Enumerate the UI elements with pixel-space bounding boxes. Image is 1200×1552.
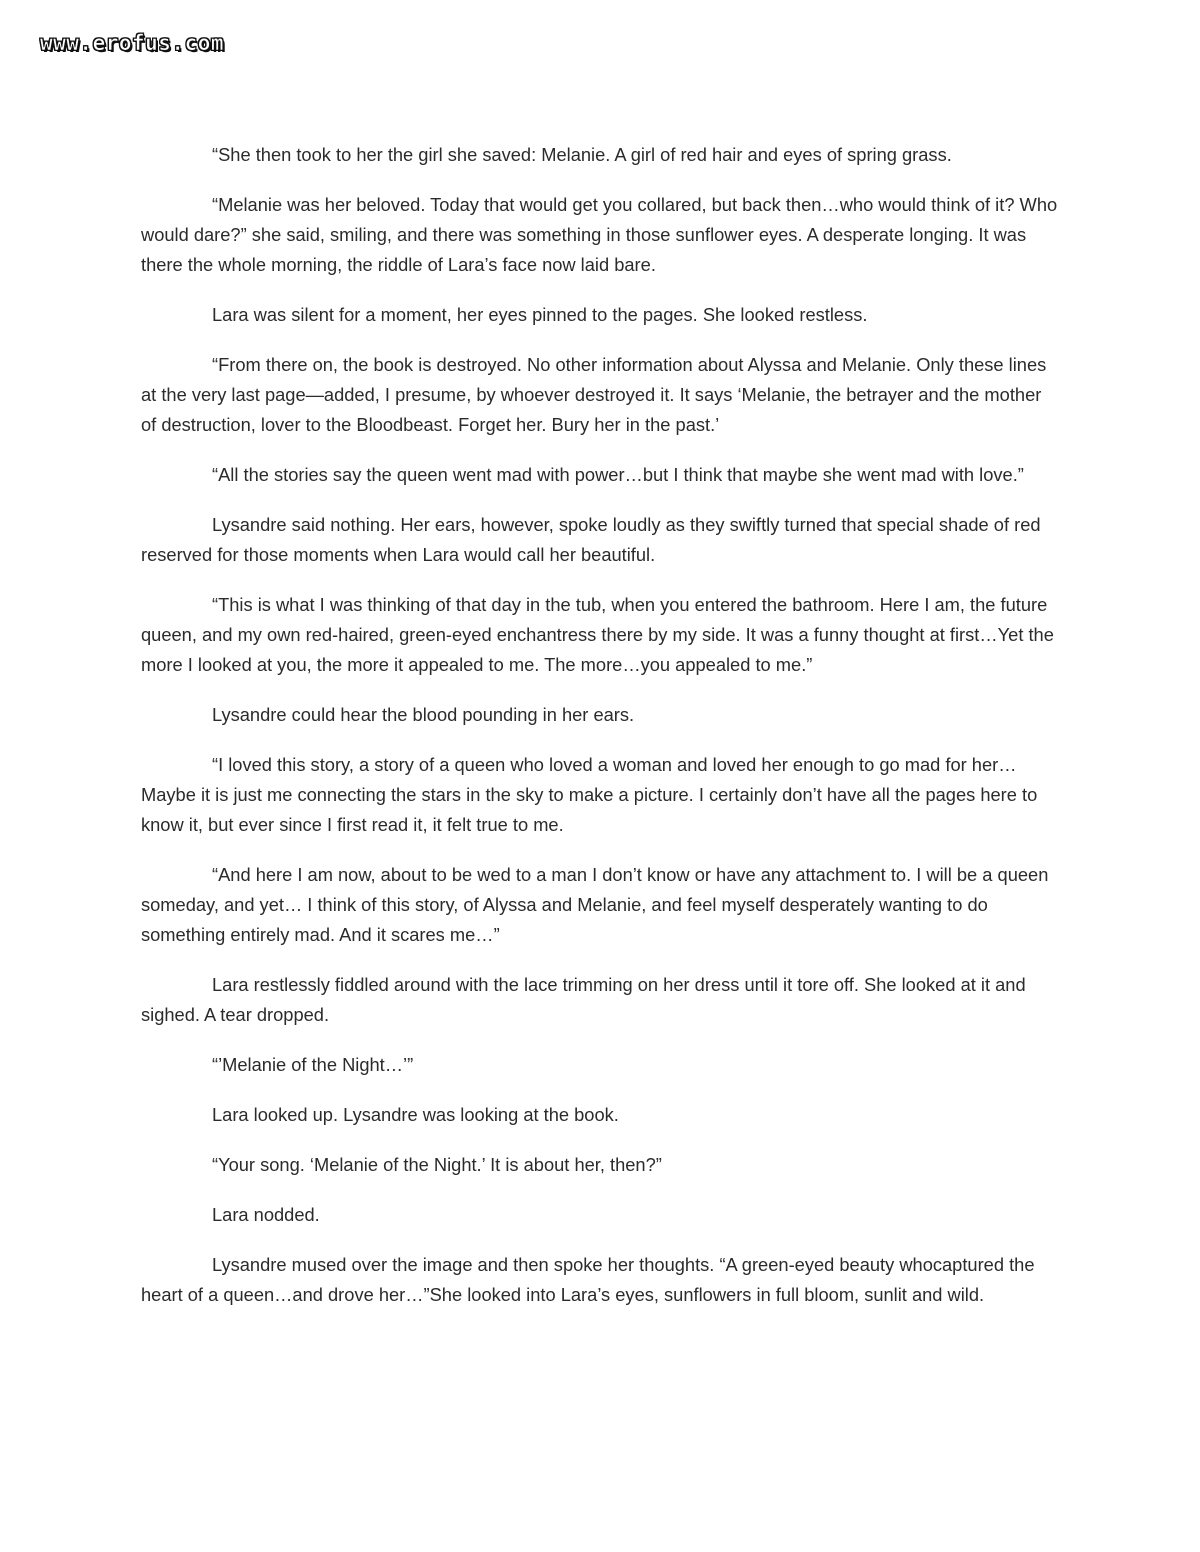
paragraph: Lysandre said nothing. Her ears, however, spoke loudly as they swiftly turned that special shade of red reserved for those moments when Lara would call her beautiful. [141,514,1041,565]
paragraph: “I loved this story, a story of a queen who loved a woman and loved her enough to go mad for her… Maybe it is just me connecting the stars in the sky to make a picture. I certainly don’t have all the pages here to know it, but ever since I first read it, it felt true to me. [141,754,1038,835]
watermark-logo: www.erofus.com [40,31,225,55]
paragraph: Lysandre could hear the blood pounding in her ears. [212,704,635,725]
document-page [141,140,1061,1330]
paragraph: Lysandre mused over the image and then spoke her thoughts. “A green-eyed beauty whocaptured the heart of a queen…and drove her…”She looked into Lara’s eyes, sunflowers in full bloom, sunlit and wild. [141,1254,1035,1305]
paragraph: “This is what I was thinking of that day in the tub, when you entered the bathroom. Here I am, the future queen, and my own red-haired, green-eyed enchantress there by my side. It was a funny thought at first…Yet the more I looked at you, the more it appealed to me. The more…you appealed to me.” [141,594,1054,675]
paragraph: “Melanie was her beloved. Today that would get you collared, but back then…who would think of it? Who would dare?” she said, smiling, and there was something in those sunflower eyes. A desperate longing. It was there the whole morning, the riddle of Lara’s face now laid bare. [141,194,1058,275]
paragraph: “’Melanie of the Night…’” [212,1054,414,1075]
paragraph: “From there on, the book is destroyed. No other information about Alyssa and Melanie. Only these lines at the very last page—added, I presume, by whoever destroyed it. It says ‘Melanie, the betrayer and the mother of destruction, lover to the Bloodbeast. Forget her. Bury her in the past.’ [141,354,1047,435]
paragraph: “Your song. ‘Melanie of the Night.’ It is about her, then?” [212,1154,662,1175]
paragraph: “And here I am now, about to be wed to a man I don’t know or have any attachment to. I will be a queen someday, and yet… I think of this story, of Alyssa and Melanie, and feel myself desperately wanting to do something entirely mad. And it scares me…” [141,864,1049,945]
paragraph: Lara nodded. [212,1204,320,1225]
paragraph: Lara was silent for a moment, her eyes pinned to the pages. She looked restless. [212,304,868,325]
paragraph: Lara looked up. Lysandre was looking at the book. [212,1104,619,1125]
paragraph: “All the stories say the queen went mad with power…but I think that maybe she went mad with love.” [212,464,1024,485]
paragraph: Lara restlessly fiddled around with the lace trimming on her dress until it tore off. She looked at it and sighed. A tear dropped. [141,974,1026,1025]
paragraph: “She then took to her the girl she saved: Melanie. A girl of red hair and eyes of spring grass. [212,144,952,165]
